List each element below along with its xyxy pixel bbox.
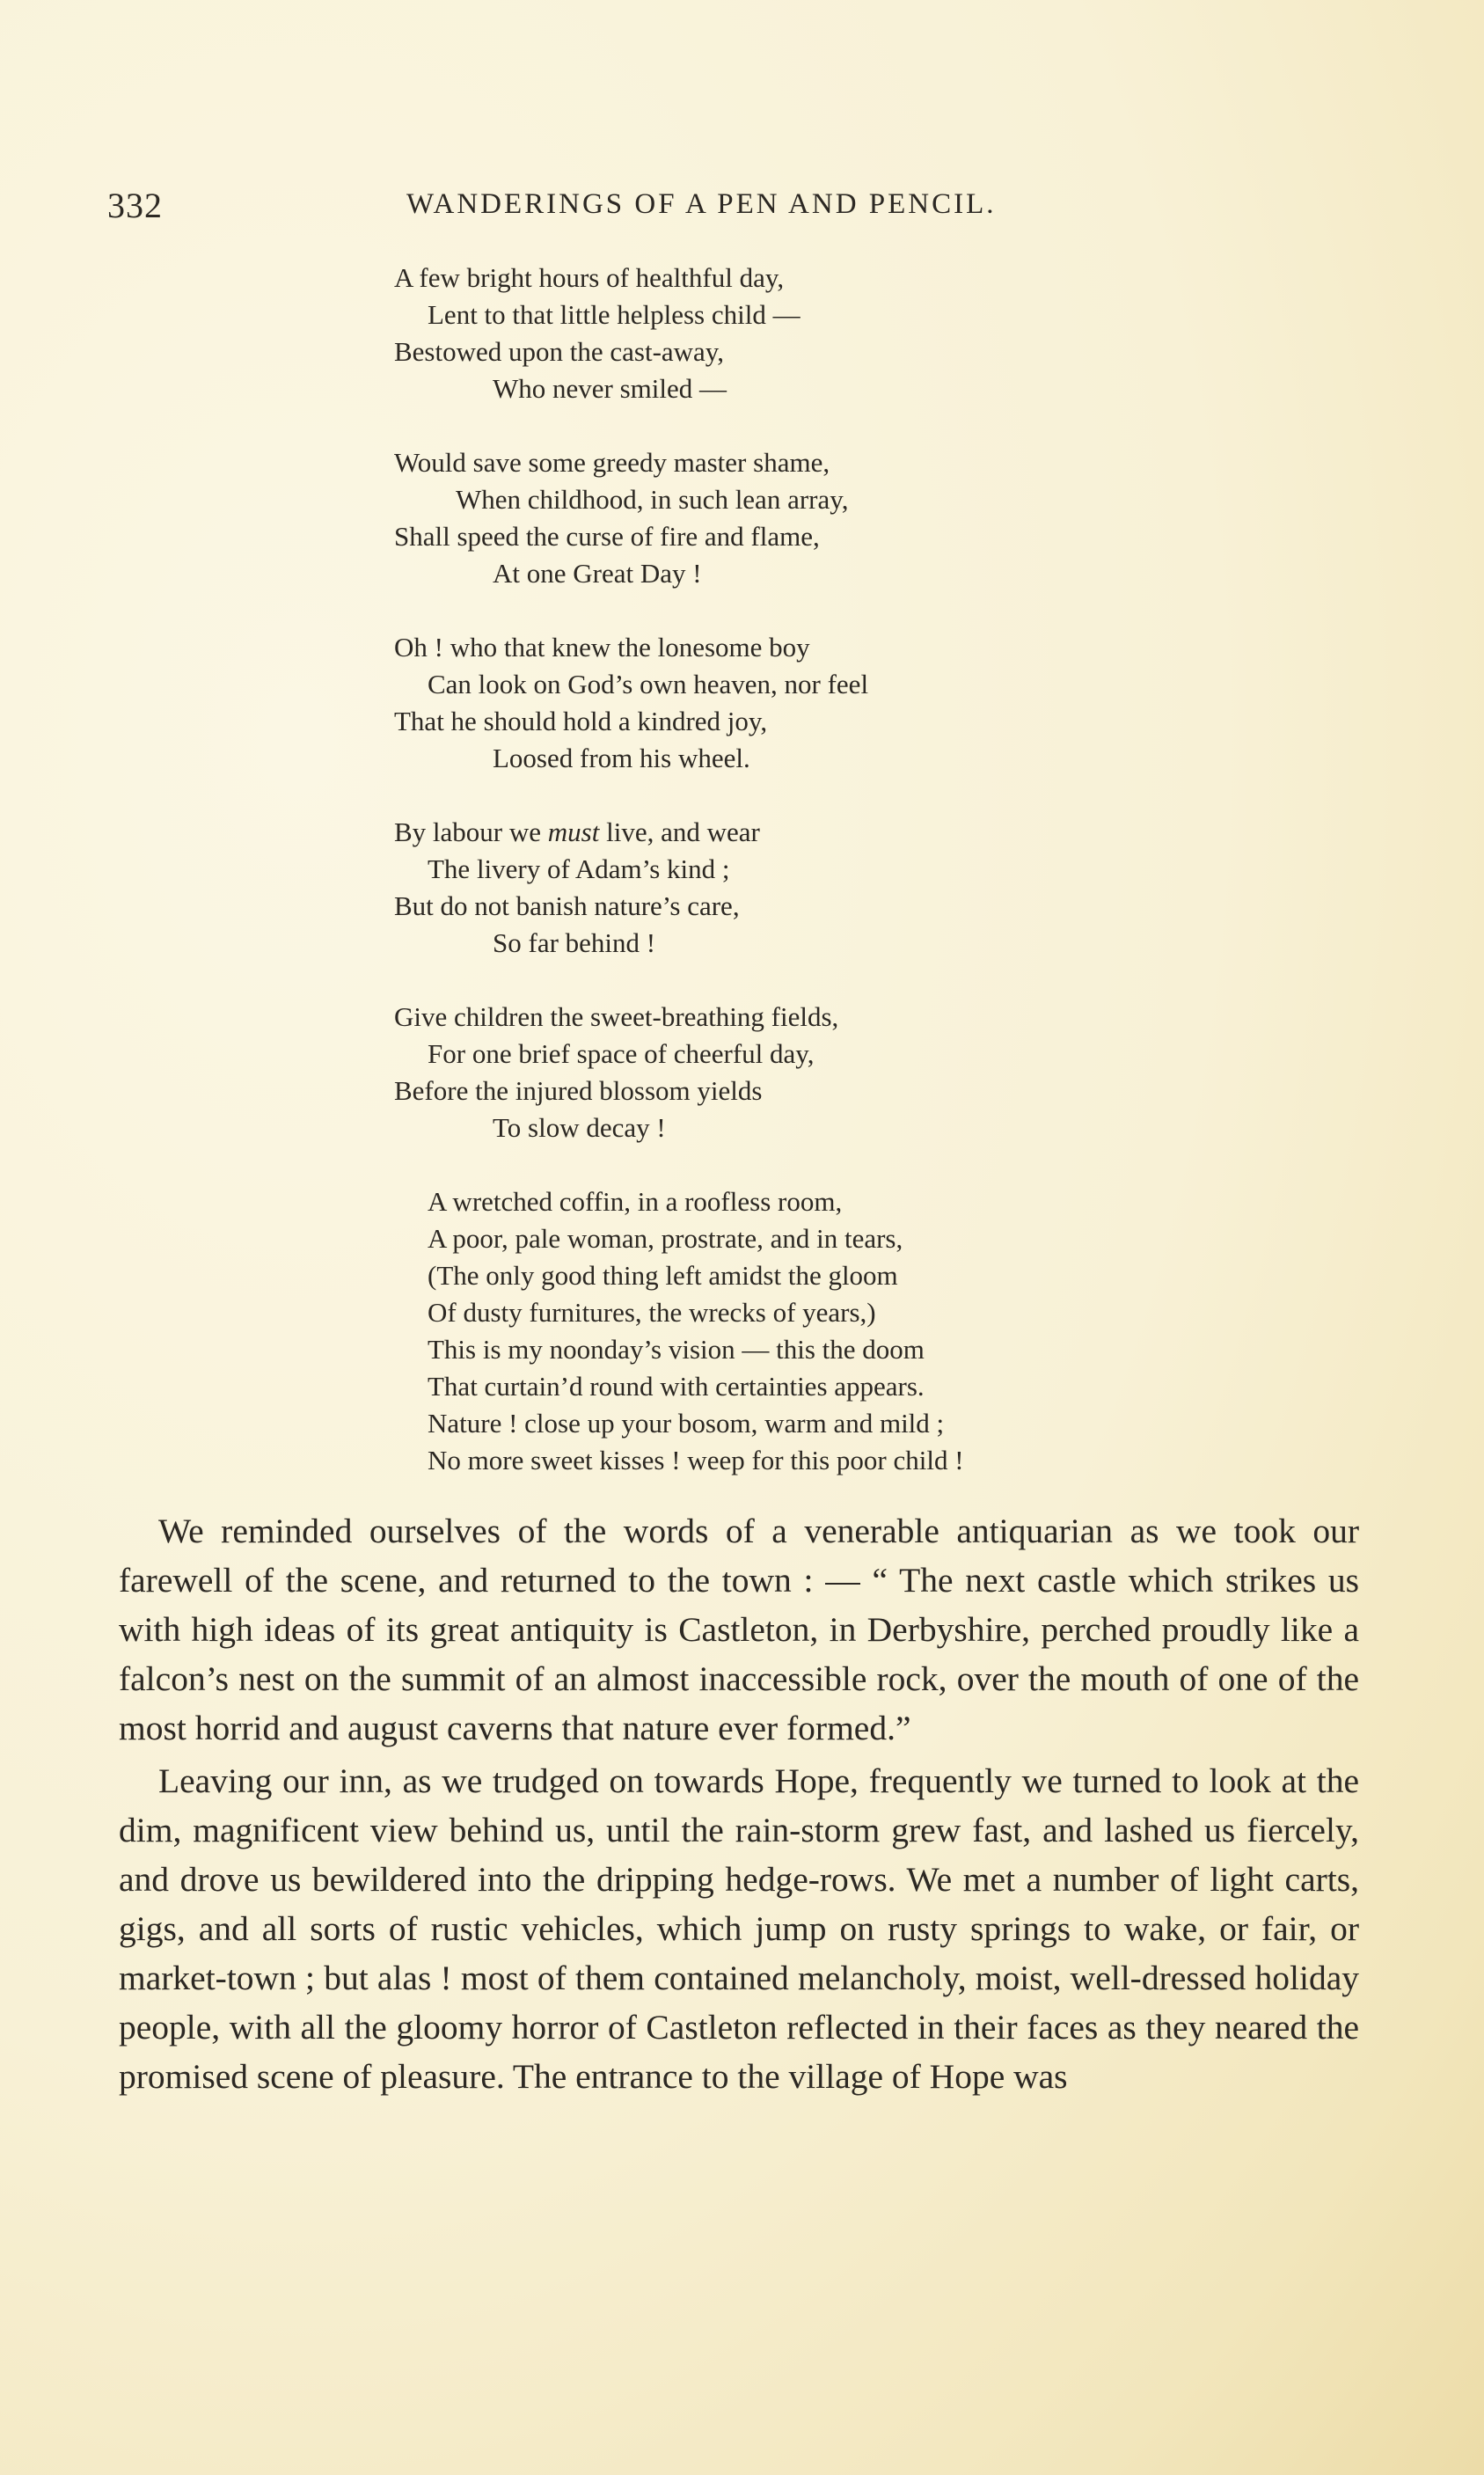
poem-line — [394, 814, 1186, 851]
poem-line: A poor, pale woman, prostrate, and in tears, — [428, 1223, 903, 1254]
poem-stanza — [394, 444, 1186, 592]
page-header — [107, 185, 1075, 238]
poem-line: Would save some greedy master shame, — [394, 447, 830, 478]
poem-line: Oh ! who that knew the lonesome boy — [394, 632, 810, 663]
poem-line: That curtain’d round with certainties appears. — [428, 1371, 925, 1402]
poem-line: The livery of Adam’s kind ; — [428, 853, 730, 884]
poem — [394, 260, 1186, 1479]
poem-line: To slow decay ! — [493, 1112, 666, 1143]
poem-stanza — [394, 814, 1186, 962]
poem-stanza — [394, 260, 1186, 407]
poem-line: Before the injured blossom yields — [394, 1075, 763, 1106]
poem-line: When childhood, in such lean array, — [456, 484, 849, 515]
poem-line: At one Great Day ! — [493, 558, 702, 589]
poem-stanza — [394, 629, 1186, 777]
poem-line: Shall speed the curse of fire and flame, — [394, 521, 820, 552]
poem-line: So far behind ! — [493, 927, 656, 958]
poem-line: Loosed from his wheel. — [493, 743, 750, 773]
prose-paragraph: We reminded ourselves of the words of a venerable antiquarian as we took our farewell of the scene, and returned to the town : — “ The next castle which strikes us with high ideas of its great antiquity is Castleton, in Derbyshire, perched proudly like a falcon’s nest on the summit of an almost inaccessible rock, over the mouth of one of the most horrid and august caverns that nature ever formed.” — [119, 1512, 1359, 1747]
prose-paragraph: Leaving our inn, as we trudged on towards Hope, frequently we turned to look at the dim, magnificent view behind us, until the rain-storm grew fast, and lashed us fiercely, and drove us bewildered into the dripping hedge-rows. We met a number of light carts, gigs, and all sorts of rustic vehicles, which jump on rusty springs to wake, or fair, or market-town ; but alas ! most of them contained melancholy, moist, well-dressed holiday people, with all the gloomy horror of Castleton reflected in their faces as they neared the promised scene of pleasure. The entrance to the village of Hope was — [119, 1761, 1359, 2096]
poem-line-part: By labour we — [394, 816, 548, 847]
poem-final-stanza — [394, 1183, 1186, 1479]
poem-line: That he should hold a kindred joy, — [394, 706, 768, 736]
poem-line: Can look on God’s own heaven, nor feel — [428, 669, 869, 699]
poem-line: Who never smiled — — [493, 373, 727, 404]
poem-line: Lent to that little helpless child — — [428, 299, 800, 330]
poem-line: But do not banish nature’s care, — [394, 890, 740, 921]
page-number: 332 — [107, 186, 163, 225]
poem-stanza — [394, 999, 1186, 1146]
poem-line: Bestowed upon the cast-away, — [394, 336, 725, 367]
poem-line: No more sweet kisses ! weep for this poor child ! — [428, 1445, 964, 1475]
running-title: WANDERINGS OF A PEN AND PENCIL. — [406, 188, 997, 220]
poem-line-part: live, and wear — [599, 816, 760, 847]
poem-emphasis: must — [547, 816, 600, 847]
poem-line: Nature ! close up your bosom, warm and mild ; — [428, 1408, 945, 1439]
poem-line: A wretched coffin, in a roofless room, — [428, 1186, 843, 1217]
poem-line: This is my noonday’s vision — this the doom — [428, 1334, 925, 1365]
prose-body — [119, 1506, 1359, 2101]
poem-line: Give children the sweet-breathing fields, — [394, 1001, 839, 1032]
poem-line: Of dusty furnitures, the wrecks of years,) — [428, 1297, 876, 1328]
poem-line: A few bright hours of healthful day, — [394, 262, 785, 293]
poem-line: For one brief space of cheerful day, — [428, 1038, 815, 1069]
poem-line: (The only good thing left amidst the gloom — [428, 1260, 898, 1291]
